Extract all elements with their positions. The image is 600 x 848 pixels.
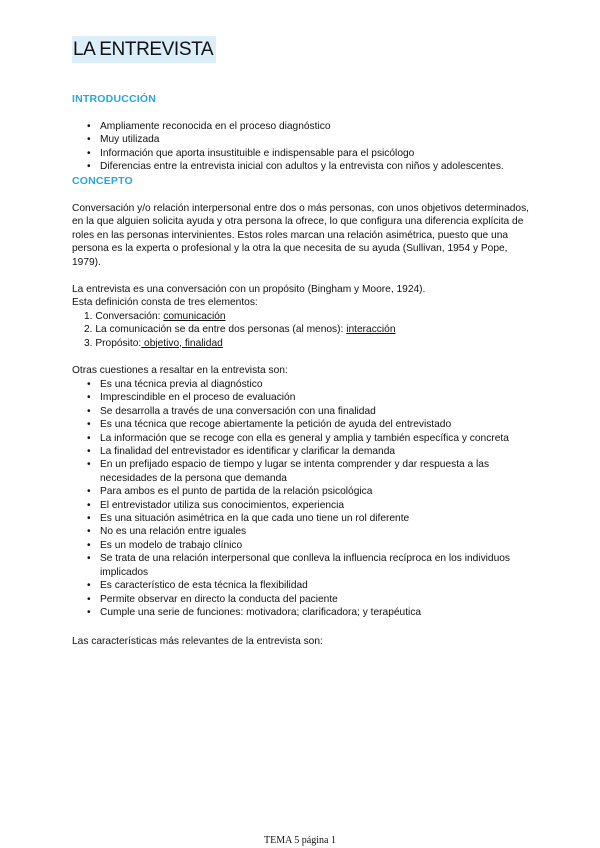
list-item: • Es un modelo de trabajo clínico (72, 539, 532, 552)
list-item: • Cumple una serie de funciones: motivadora; clarificadora; y terapéutica (72, 606, 532, 619)
elements-list (72, 310, 532, 350)
list-item: • Información que aporta insustituible e indispensable para el psicólogo (72, 147, 532, 160)
section-heading-introduccion: INTRODUCCIÓN (72, 93, 157, 105)
otras-list (72, 378, 532, 619)
element-underlined: interacción (346, 324, 396, 336)
page-footer: TEMA 5 página 1 (264, 835, 336, 846)
otras-lead: Otras cuestiones a resaltar en la entrevista son: (72, 365, 288, 376)
list-item: • Imprescindible en el proceso de evaluación (72, 391, 532, 404)
element-underlined: comunicación (163, 310, 226, 322)
concepto-paragraph: Conversación y/o relación interpersonal entre dos o más personas, con unos objetivos determinados, en la que alguien solicita ayuda y otra persona la ofrece, lo que configura una diferencia explícita de roles en las personas intervinientes. Estos roles marcan una relación asimétrica, puesto que una persona es la experta o profesional y la otra la que necesita de su ayuda (Sullivan, 1954 y Pope, 1979). (72, 203, 529, 268)
element-item (72, 337, 532, 350)
list-item: • Ampliamente reconocida en el proceso diagnóstico (72, 120, 532, 133)
list-item: • En un prefijado espacio de tiempo y lugar se intenta comprender y dar respuesta a las necesidades de la persona que demanda (72, 458, 532, 485)
element-number: 3. (84, 337, 93, 349)
list-item: • Se desarrolla a través de una conversación con una finalidad (72, 405, 532, 418)
definition-intro-line: Esta definición consta de tres elementos: (72, 297, 258, 309)
list-item: • Es una situación asimétrica en la que cada uno tiene un rol diferente (72, 512, 532, 525)
list-item: • La finalidad del entrevistador es identificar y clarificar la demanda (72, 445, 532, 458)
element-label: Conversación: (95, 310, 164, 322)
section-heading-concepto: CONCEPTO (72, 175, 133, 187)
list-item: • Es una técnica previa al diagnóstico (72, 378, 532, 391)
element-label: La comunicación se da entre dos personas (al menos): (95, 324, 347, 336)
element-item (72, 323, 532, 336)
list-item: • No es una relación entre iguales (72, 525, 532, 538)
page-title: LA ENTREVISTA (72, 36, 216, 63)
closing-line: Las características más relevantes de la entrevista son: (72, 636, 323, 647)
list-item: • El entrevistador utiliza sus conocimientos, experiencia (72, 499, 532, 512)
intro-list (72, 120, 532, 174)
element-label: Propósito: (95, 337, 142, 349)
element-underlined: objetivo, finalidad (141, 337, 223, 349)
definition-line: La entrevista es una conversación con un propósito (Bingham y Moore, 1924). (72, 284, 426, 295)
element-number: 2. (84, 324, 93, 336)
element-number: 1. (84, 310, 93, 322)
definition-block (72, 283, 532, 350)
list-item: • Muy utilizada (72, 133, 532, 146)
list-item: • Es característico de esta técnica la flexibilidad (72, 579, 532, 592)
list-item: • Diferencias entre la entrevista inicial con adultos y la entrevista con niños y adolescentes. (72, 160, 532, 173)
element-item (72, 310, 532, 323)
list-item: • Permite observar en directo la conducta del paciente (72, 593, 532, 606)
list-item: • Se trata de una relación interpersonal que conlleva la influencia recíproca en los individuos implicados (72, 552, 532, 579)
list-item: • Para ambos es el punto de partida de la relación psicológica (72, 485, 532, 498)
list-item: • La información que se recoge con ella es general y amplia y también específica y concreta (72, 432, 532, 445)
list-item: • Es una técnica que recoge abiertamente la petición de ayuda del entrevistado (72, 418, 532, 431)
